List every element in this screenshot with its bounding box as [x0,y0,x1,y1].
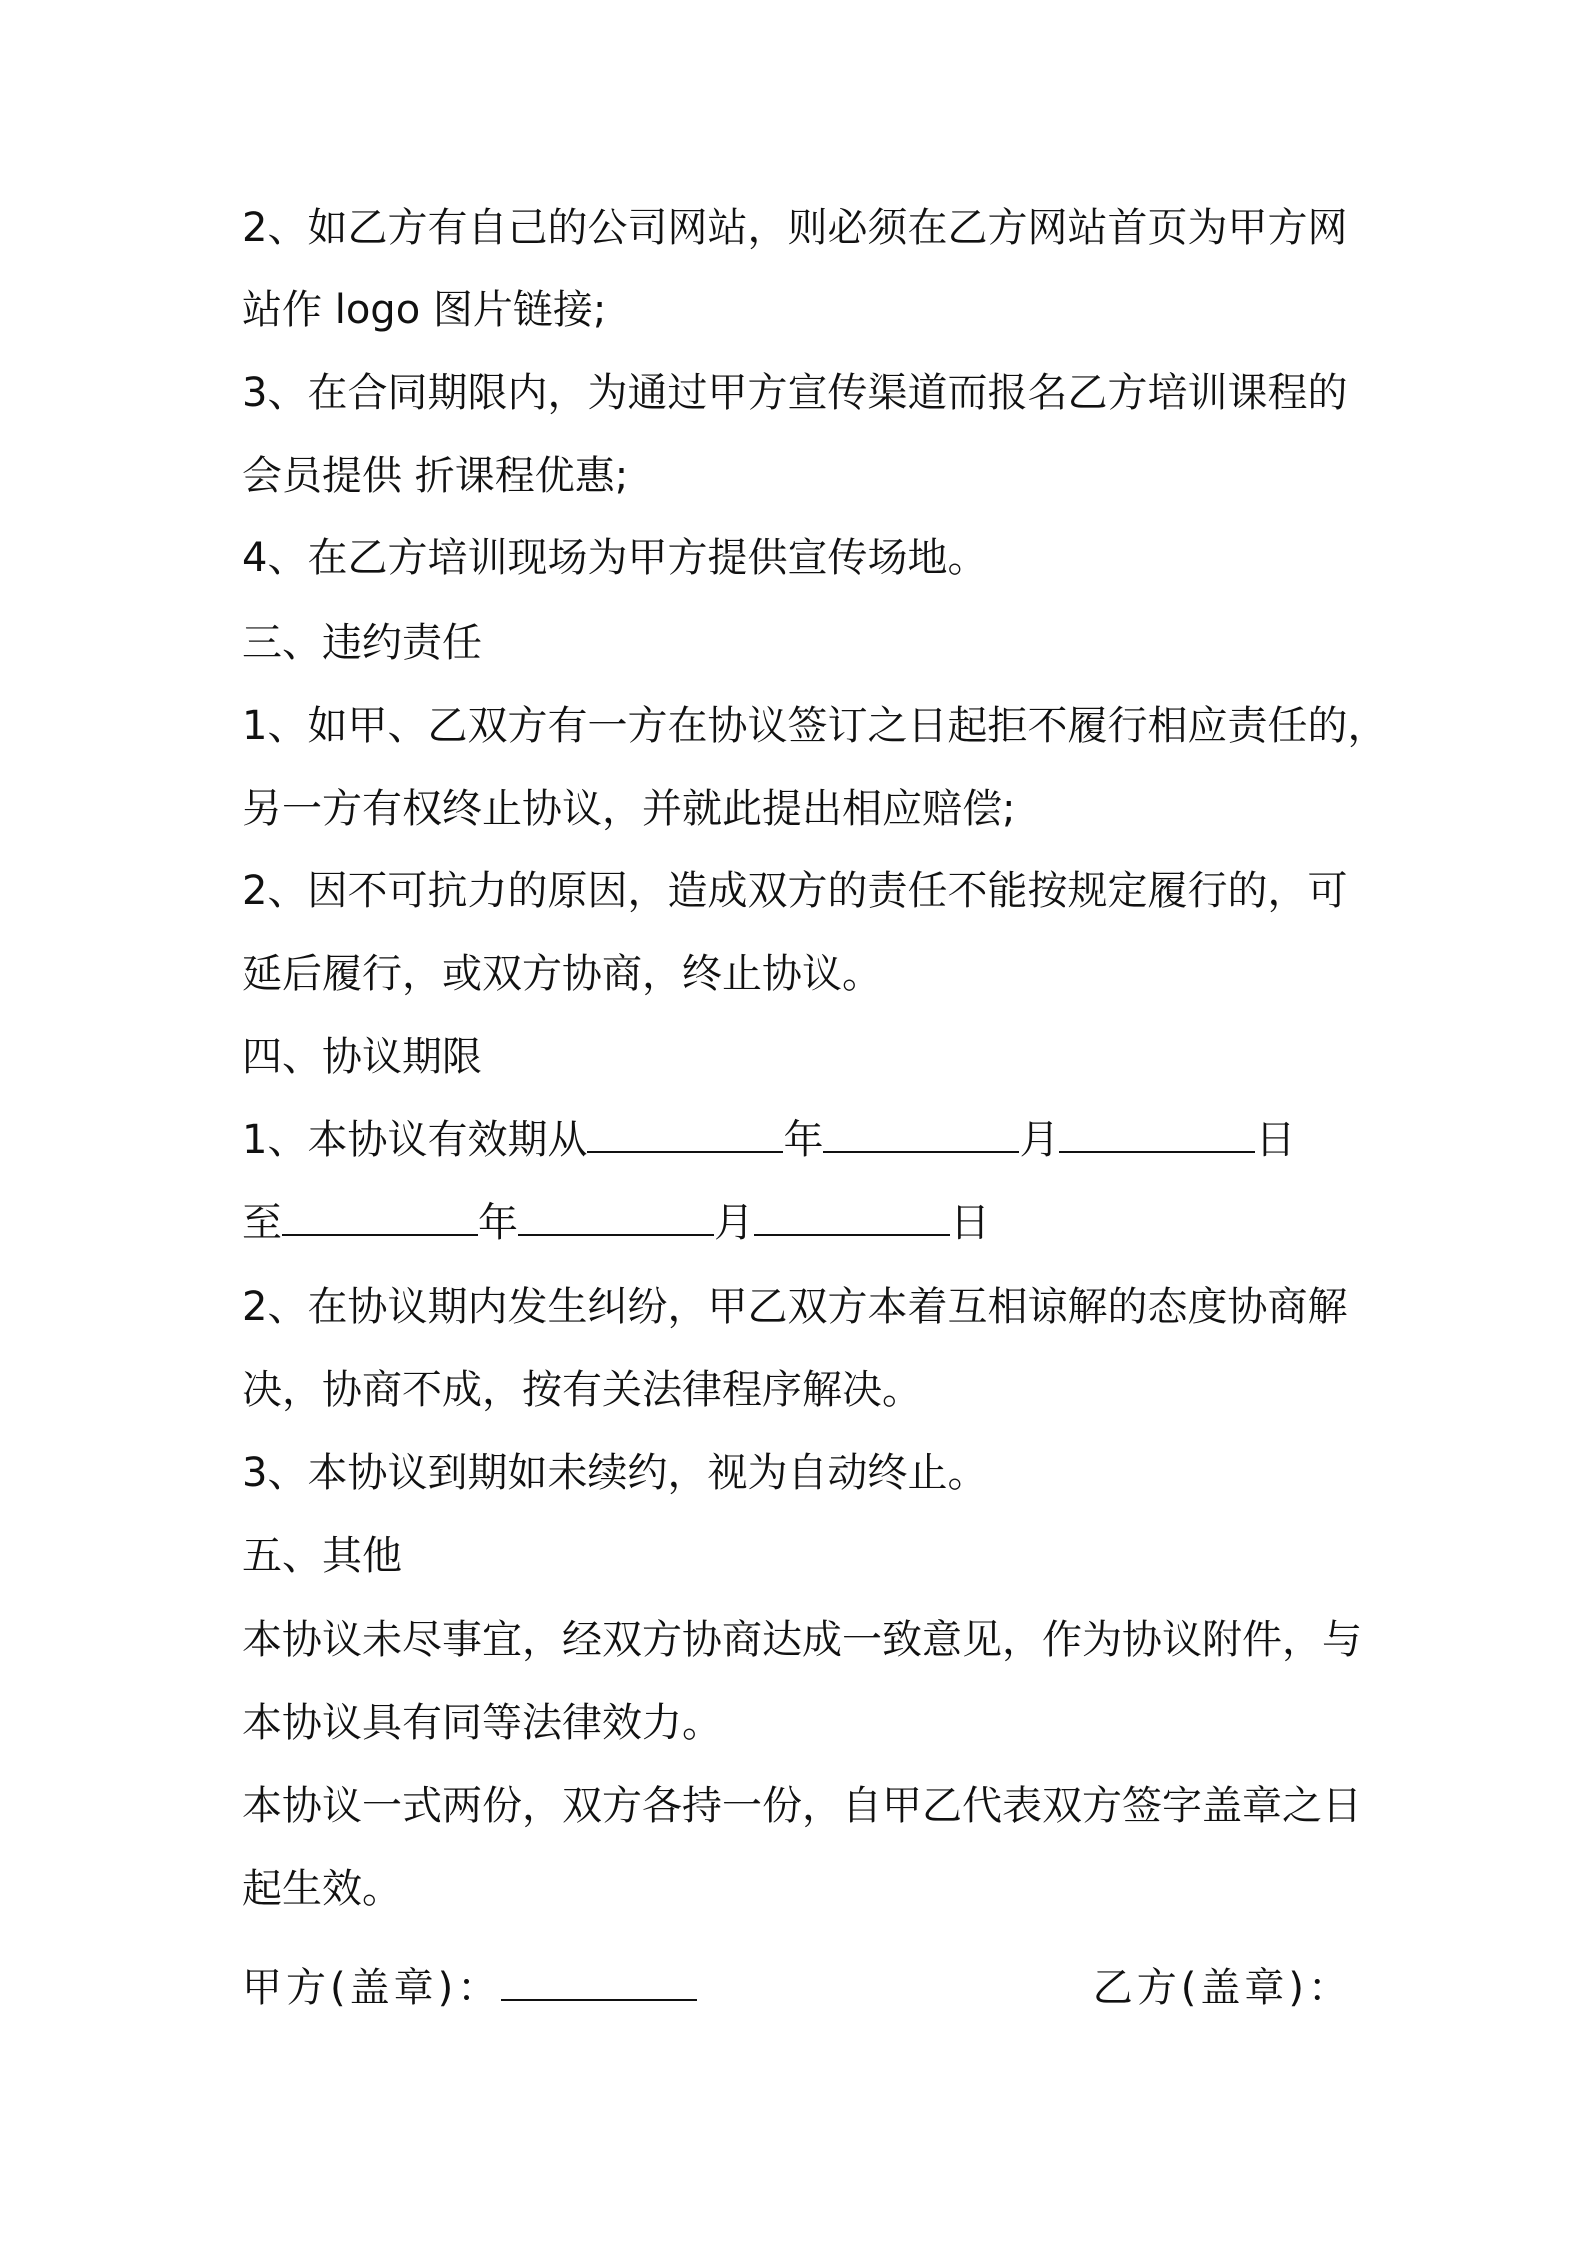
year-blank[interactable] [282,1200,478,1236]
party-a-blank[interactable] [501,1965,697,2001]
party-a-label: 甲方(盖章)： [242,1965,502,2011]
text-line: 起生效。 [242,1866,402,1912]
month-label: 月 [1019,1117,1060,1163]
day-blank[interactable] [1059,1117,1255,1153]
text-line: 3、在合同期限内，为通过甲方宣传渠道而报名乙方培训课程的 [242,370,1348,416]
party-b-signature [1093,1962,1352,2014]
year-label: 年 [783,1117,824,1163]
text-line: 3、本协议到期如未续约，视为自动终止。 [242,1450,988,1496]
text-line: 2、因不可抗力的原因，造成双方的责任不能按规定履行的，可 [242,868,1348,914]
section-heading: 三、违约责任 [242,620,482,666]
text-line: 2、在协议期内发生纠纷，甲乙双方本着互相谅解的态度协商解 [242,1284,1348,1330]
text-line: 决，协商不成，按有关法律程序解决。 [242,1367,922,1413]
month-blank[interactable] [823,1117,1019,1153]
term-line-1 [242,1114,1362,1166]
text-line: 1、如甲、乙双方有一方在协议签订之日起拒不履行相应责任的， [242,703,1388,749]
term-line-2 [242,1197,1362,1249]
text-line: 4、在乙方培训现场为甲方提供宣传场地。 [242,535,988,581]
year-label: 年 [478,1200,518,1246]
party-a-signature [242,1962,697,2014]
text-line: 另一方有权终止协议，并就此提出相应赔偿; [242,786,1016,832]
text-line: 本协议一式两份，双方各持一份，自甲乙代表双方签字盖章之日 [242,1783,1362,1829]
section-heading: 四、协议期限 [242,1034,482,1080]
text-line: 本协议具有同等法律效力。 [242,1700,722,1746]
section-heading: 五、其他 [242,1533,402,1579]
year-blank[interactable] [587,1117,783,1153]
signature-row [242,1962,1352,2014]
text-line: 2、如乙方有自己的公司网站，则必须在乙方网站首页为甲方网 [242,205,1348,251]
term-prefix: 1、本协议有效期从 [242,1117,588,1163]
term-prefix: 至 [242,1200,282,1246]
day-label: 日 [950,1200,990,1246]
party-b-label: 乙方(盖章)： [1092,1965,1352,2011]
text-line: 会员提供 折课程优惠; [242,453,629,499]
text-line: 延后履行，或双方协商，终止协议。 [242,951,882,997]
text-line: 站作 logo 图片链接; [242,287,607,333]
month-label: 月 [714,1200,754,1246]
month-blank[interactable] [518,1200,714,1236]
text-line: 本协议未尽事宜，经双方协商达成一致意见，作为协议附件，与 [242,1617,1362,1663]
day-label: 日 [1255,1117,1296,1163]
day-blank[interactable] [754,1200,950,1236]
